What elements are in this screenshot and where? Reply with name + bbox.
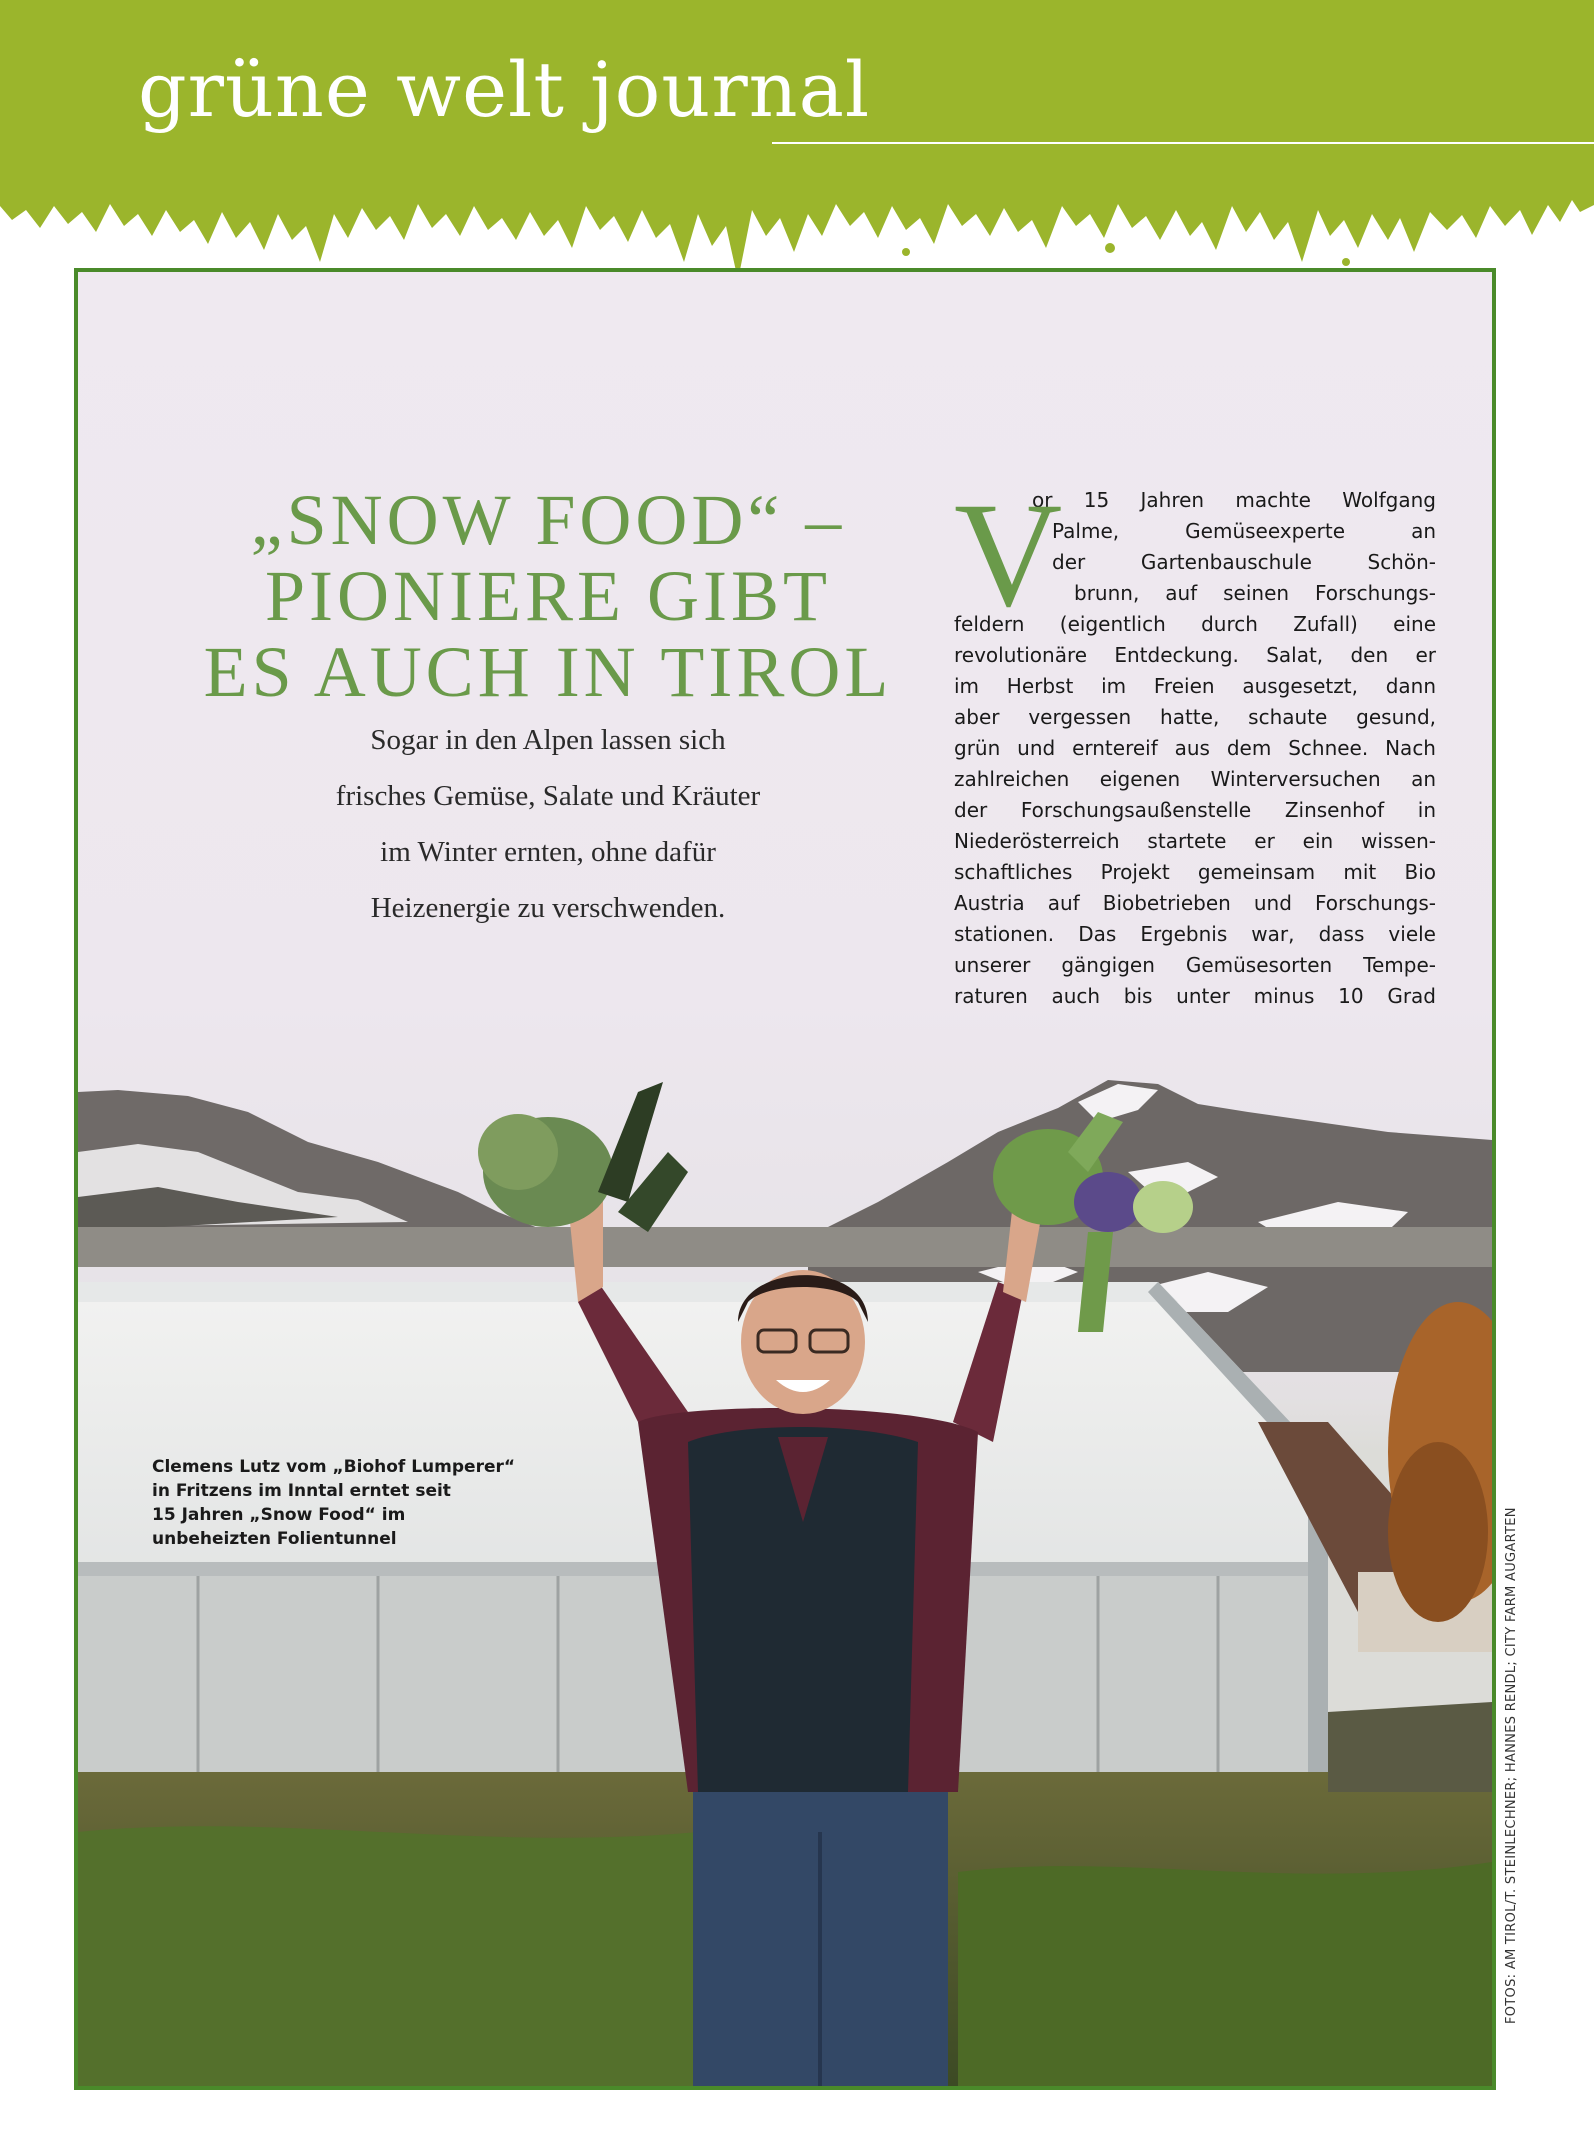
body-line: grün und erntereif aus dem Schnee. Nach	[954, 736, 1436, 760]
body-line: Niederösterreich startete er ein wissen-	[954, 829, 1436, 853]
body-line: zahlreichen eigenen Winterversuchen an	[954, 767, 1436, 791]
drop-cap: V	[954, 472, 1063, 638]
journal-title: grüne welt journal	[138, 45, 871, 134]
body-line: der Gartenbauschule Schön-	[1052, 550, 1436, 574]
body-line: revolutionäre Entdeckung. Salat, den er	[954, 643, 1436, 667]
body-line: im Herbst im Freien ausgesetzt, dann	[954, 674, 1436, 698]
journal-header	[0, 0, 1594, 300]
body-line: brunn, auf seinen Forschungs-	[1074, 581, 1436, 605]
title-rule	[772, 142, 1594, 144]
lead-line: Heizenergie zu verschwenden.	[370, 892, 726, 924]
photo-credit: FOTOS: AM TIROL/T. STEINLECHNER; HANNES RENDL; CITY FARM AUGARTEN	[1504, 1507, 1519, 2024]
headline-line: „SNOW FOOD“ –	[250, 480, 846, 560]
caption-line: 15 Jahren „Snow Food“ im	[152, 1505, 406, 1525]
body-line: unserer gängigen Gemüsesorten Tempe-	[954, 953, 1436, 977]
article-headline	[128, 482, 968, 710]
headline-line: ES AUCH IN TIROL	[203, 632, 893, 712]
body-line: aber vergessen hatte, schaute gesund,	[954, 705, 1436, 729]
body-line: raturen auch bis unter minus 10 Grad	[954, 984, 1436, 1008]
caption-line: unbeheizten Folientunnel	[152, 1529, 397, 1549]
headline-line: PIONIERE GIBT	[265, 556, 831, 636]
lead-line: Sogar in den Alpen lassen sich	[370, 724, 726, 756]
body-line: or 15 Jahren machte Wolfgang	[1032, 488, 1436, 512]
caption-line: Clemens Lutz vom „Biohof Lumperer“	[152, 1457, 516, 1477]
kale-bunch	[478, 1082, 688, 1232]
photo-caption	[152, 1455, 516, 1551]
article-body	[954, 472, 1436, 1012]
body-line: feldern (eigentlich durch Zufall) eine	[954, 612, 1436, 636]
lead-line: frisches Gemüse, Salate und Kräuter	[335, 780, 761, 812]
article-frame	[74, 268, 1496, 2090]
article-lead	[198, 712, 898, 936]
body-line: der Forschungsaußenstelle Zinsenhof in	[954, 798, 1436, 822]
body-line: Palme, Gemüseexperte an	[1052, 519, 1436, 543]
body-line: Austria auf Biobetrieben und Forschungs-	[954, 891, 1436, 915]
body-line: schaftliches Projekt gemeinsam mit Bio	[954, 860, 1436, 884]
caption-line: in Fritzens im Inntal erntet seit	[152, 1481, 451, 1501]
body-line: stationen. Das Ergebnis war, dass viele	[954, 922, 1436, 946]
lead-line: im Winter ernten, ohne dafür	[380, 836, 716, 868]
